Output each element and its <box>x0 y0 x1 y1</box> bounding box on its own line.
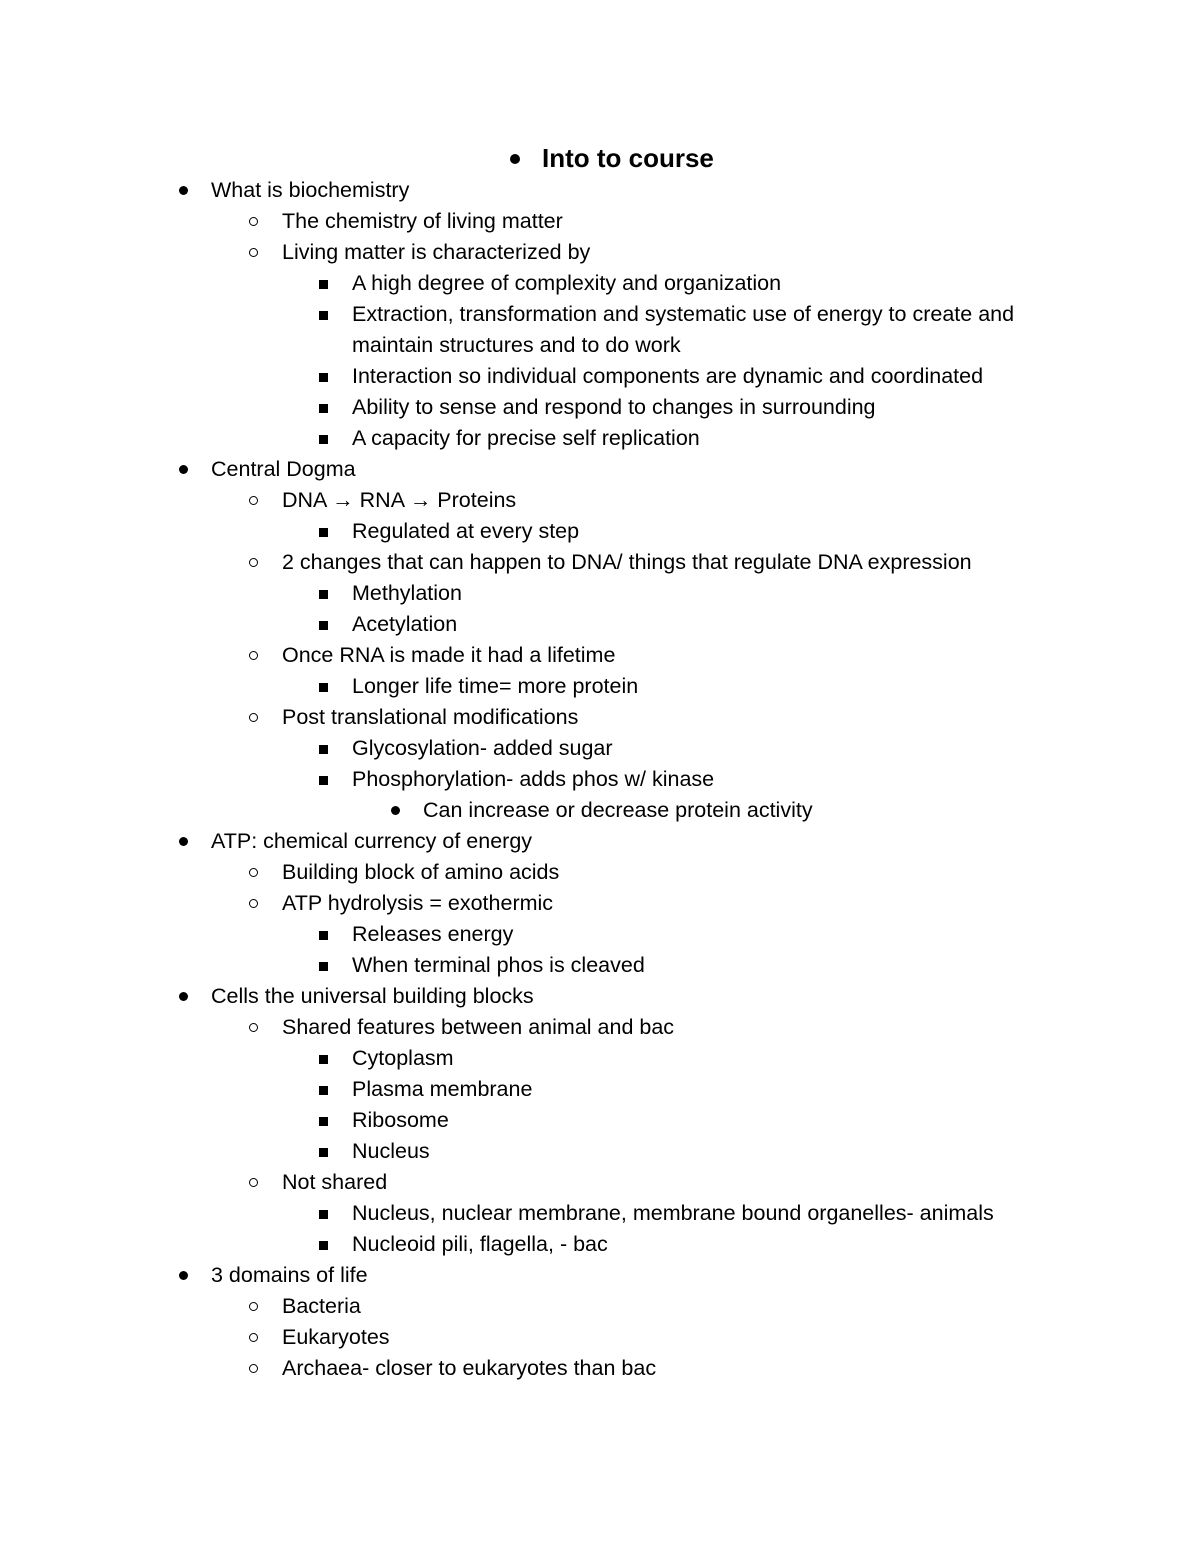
list-item <box>0 1229 1200 1260</box>
square-bullet-icon <box>319 1117 328 1126</box>
filled-circle-bullet-icon <box>179 465 188 474</box>
title-row <box>0 141 1200 175</box>
list-item-text: Can increase or decrease protein activity <box>423 798 813 822</box>
list-item <box>0 1353 1200 1384</box>
list-item-text: Eukaryotes <box>282 1325 390 1349</box>
hollow-circle-bullet-icon <box>249 651 258 660</box>
list-item-text: Acetylation <box>352 612 458 636</box>
list-item <box>0 640 1200 671</box>
list-item-text: Phosphorylation- adds phos w/ kinase <box>352 767 715 791</box>
hollow-circle-bullet-icon <box>249 217 258 226</box>
list-item-text: Nucleoid pili, flagella, - bac <box>352 1232 608 1256</box>
hollow-circle-bullet-icon <box>249 1302 258 1311</box>
list-item-text: Living matter is characterized by <box>282 240 591 264</box>
list-item <box>0 888 1200 919</box>
list-item <box>0 1136 1200 1167</box>
list-item <box>0 857 1200 888</box>
list-item <box>0 361 1200 392</box>
list-item-text: Nucleus <box>352 1139 430 1163</box>
square-bullet-icon <box>319 621 328 630</box>
list-item-text: Extraction, transformation and systematic use of energy to create and maintain structures and to do work <box>352 302 1015 357</box>
list-item-text: Cells the universal building blocks <box>211 984 534 1008</box>
list-item <box>0 1043 1200 1074</box>
square-bullet-icon <box>319 528 328 537</box>
square-bullet-icon <box>319 280 328 289</box>
square-bullet-icon <box>319 311 328 320</box>
filled-circle-bullet-icon <box>179 837 188 846</box>
square-bullet-icon <box>319 404 328 413</box>
list-item <box>0 485 1200 516</box>
list-item <box>0 1322 1200 1353</box>
list-item-text: Glycosylation- added sugar <box>352 736 613 760</box>
list-item-text: Releases energy <box>352 922 514 946</box>
page-title: Into to course <box>542 143 714 173</box>
square-bullet-icon <box>319 1148 328 1157</box>
square-bullet-icon <box>319 931 328 940</box>
list-item-text: Nucleus, nuclear membrane, membrane bound organelles- animals <box>352 1201 994 1225</box>
list-item <box>0 1260 1200 1291</box>
list-item <box>0 609 1200 640</box>
filled-circle-bullet-icon <box>179 1271 188 1280</box>
square-bullet-icon <box>319 962 328 971</box>
list-item <box>0 826 1200 857</box>
list-item-text: Archaea- closer to eukaryotes than bac <box>282 1356 657 1380</box>
list-item-text: Methylation <box>352 581 462 605</box>
list-item <box>0 764 1200 795</box>
list-item <box>0 299 1200 361</box>
list-item-text: Bacteria <box>282 1294 361 1318</box>
list-item-text: The chemistry of living matter <box>282 209 563 233</box>
list-item-text: DNA → RNA → Proteins <box>282 488 517 512</box>
square-bullet-icon <box>319 1055 328 1064</box>
filled-circle-bullet-icon <box>179 992 188 1001</box>
list-item <box>0 578 1200 609</box>
list-item <box>0 795 1200 826</box>
list-item <box>0 206 1200 237</box>
square-bullet-icon <box>319 590 328 599</box>
list-item <box>0 392 1200 423</box>
list-item <box>0 175 1200 206</box>
list-item-text: Ribosome <box>352 1108 449 1132</box>
list-item-text: Not shared <box>282 1170 388 1194</box>
title-bullet-icon <box>510 154 520 164</box>
list-item <box>0 919 1200 950</box>
square-bullet-icon <box>319 1086 328 1095</box>
square-bullet-icon <box>319 683 328 692</box>
list-item <box>0 702 1200 733</box>
list-item <box>0 454 1200 485</box>
list-item <box>0 1012 1200 1043</box>
list-item-text: What is biochemistry <box>211 178 410 202</box>
list-item-text: Building block of amino acids <box>282 860 560 884</box>
list-item-text: Shared features between animal and bac <box>282 1015 675 1039</box>
list-item <box>0 237 1200 268</box>
list-item <box>0 268 1200 299</box>
list-item-text: ATP: chemical currency of energy <box>211 829 533 853</box>
square-bullet-icon <box>319 1241 328 1250</box>
list-item <box>0 547 1200 578</box>
hollow-circle-bullet-icon <box>249 496 258 505</box>
list-item <box>0 516 1200 547</box>
hollow-circle-bullet-icon <box>249 1364 258 1373</box>
list-item <box>0 950 1200 981</box>
list-item-text: Cytoplasm <box>352 1046 454 1070</box>
list-item-text: ATP hydrolysis = exothermic <box>282 891 554 915</box>
hollow-circle-bullet-icon <box>249 899 258 908</box>
list-item <box>0 1074 1200 1105</box>
list-item-text: Plasma membrane <box>352 1077 533 1101</box>
hollow-circle-bullet-icon <box>249 713 258 722</box>
list-item-text: When terminal phos is cleaved <box>352 953 645 977</box>
list-item-text: A high degree of complexity and organization <box>352 271 782 295</box>
list-item <box>0 1198 1200 1229</box>
list-item <box>0 423 1200 454</box>
square-bullet-icon <box>319 373 328 382</box>
list-item-text: Longer life time= more protein <box>352 674 639 698</box>
hollow-circle-bullet-icon <box>249 868 258 877</box>
list-item-text: Ability to sense and respond to changes in surrounding <box>352 395 876 419</box>
hollow-circle-bullet-icon <box>249 248 258 257</box>
list-item <box>0 1105 1200 1136</box>
filled-circle-bullet-icon <box>391 806 400 815</box>
list-item <box>0 733 1200 764</box>
hollow-circle-bullet-icon <box>249 558 258 567</box>
square-bullet-icon <box>319 1210 328 1219</box>
filled-circle-bullet-icon <box>179 186 188 195</box>
list-item <box>0 1167 1200 1198</box>
hollow-circle-bullet-icon <box>249 1178 258 1187</box>
list-item <box>0 671 1200 702</box>
hollow-circle-bullet-icon <box>249 1023 258 1032</box>
list-item-text: 3 domains of life <box>211 1263 368 1287</box>
list-item-text: Central Dogma <box>211 457 356 481</box>
hollow-circle-bullet-icon <box>249 1333 258 1342</box>
list-item-text: Once RNA is made it had a lifetime <box>282 643 616 667</box>
square-bullet-icon <box>319 776 328 785</box>
list-item-text: Regulated at every step <box>352 519 580 543</box>
list-item-text: Interaction so individual components are dynamic and coordinated <box>352 364 984 388</box>
list-item-text: Post translational modifications <box>282 705 579 729</box>
list-item <box>0 1291 1200 1322</box>
square-bullet-icon <box>319 435 328 444</box>
list-item-text: 2 changes that can happen to DNA/ things that regulate DNA expression <box>282 550 972 574</box>
outline-list <box>0 175 1200 1384</box>
list-item <box>0 981 1200 1012</box>
list-item-text: A capacity for precise self replication <box>352 426 700 450</box>
square-bullet-icon <box>319 745 328 754</box>
